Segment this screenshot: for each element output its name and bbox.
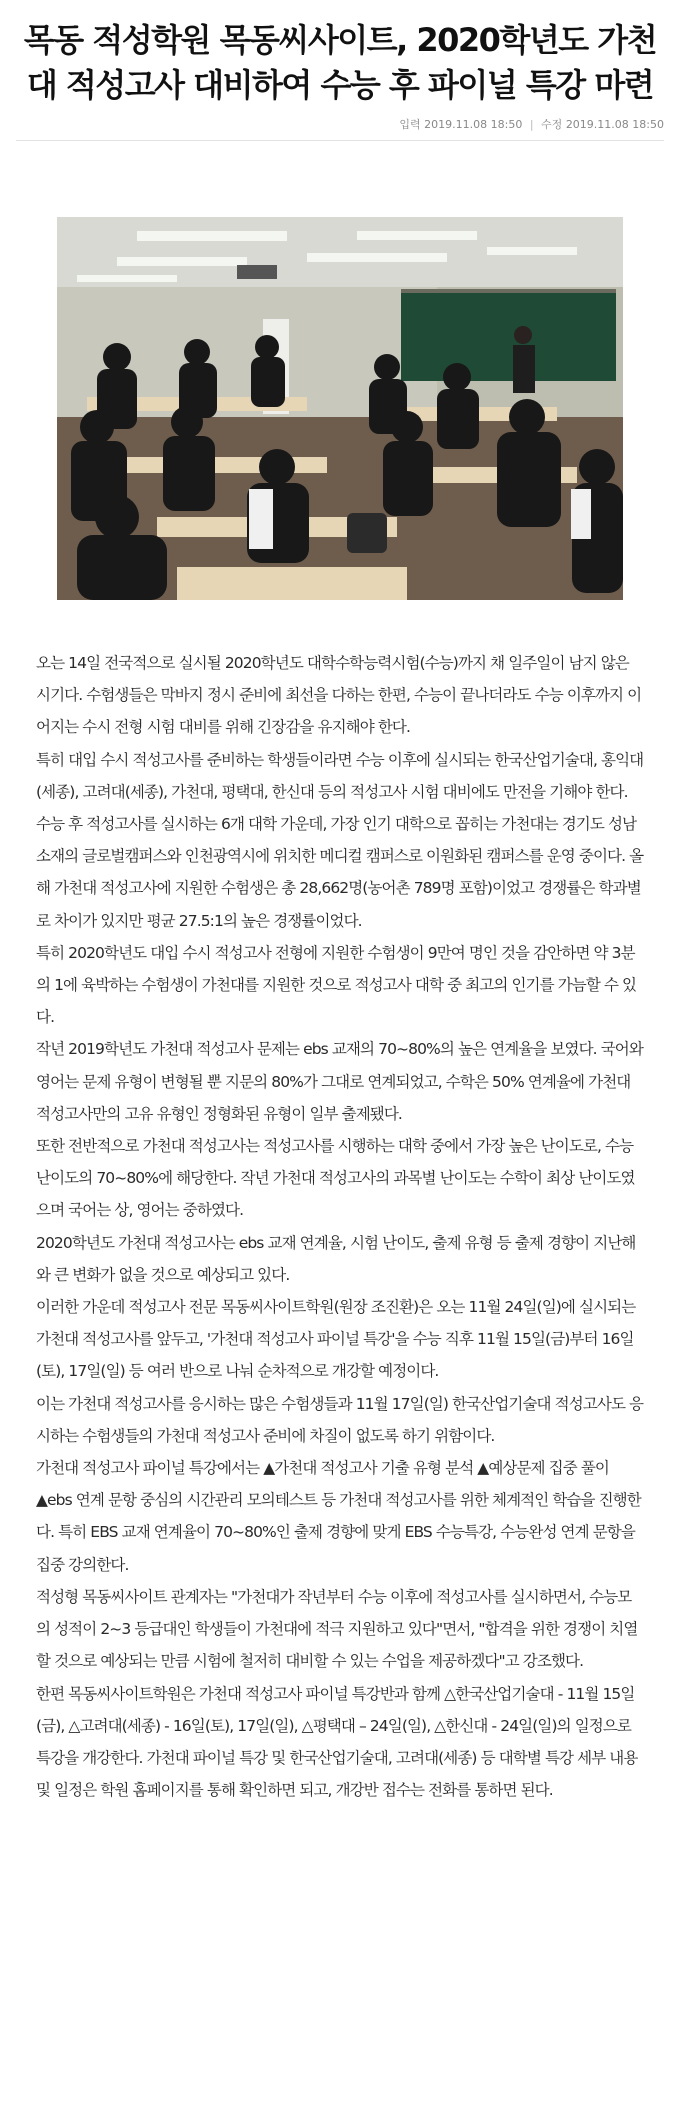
article-paragraph: 오는 14일 전국적으로 실시될 2020학년도 대학수학능력시험(수능)까지 채 일주일이 남지 않은 시기다. 수험생들은 막바지 정시 준비에 최선을 다하는 한편, 수능이 끝나더라도 수능 이후까지 이어지는 수시 전형 시험 대비를 위해 긴장감을 유지해야 한다. — [36, 654, 642, 737]
updated-label: 수정 — [541, 118, 563, 131]
article-meta — [16, 116, 664, 141]
article-paragraph: 특히 2020학년도 대입 수시 적성고사 전형에 지원한 수험생이 9만여 명인 것을 감안하면 약 3분의 1에 육박하는 수험생이 가천대를 지원한 것으로 적성고사 대학 중 최고의 인기를 가늠할 수 있다. — [36, 943, 637, 1027]
published-label: 입력 — [399, 118, 421, 131]
updated-date: 2019.11.08 18:50 — [565, 118, 664, 131]
article-body — [36, 647, 644, 1806]
article-photo — [57, 217, 623, 600]
article-paragraph: 2020학년도 가천대 적성고사는 ebs 교재 연계율, 시험 난이도, 출제 유형 등 출제 경향이 지난해와 큰 변화가 없을 것으로 예상되고 있다. — [36, 1233, 636, 1284]
published-date: 2019.11.08 18:50 — [424, 118, 523, 131]
meta-separator: | — [529, 118, 534, 131]
article-headline: 목동 적성학원 목동씨사이트, 2020학년도 가천대 적성고사 대비하여 수능 후 파이널 특강 마련 — [23, 21, 657, 104]
article-paragraph: 가천대 적성고사 파이널 특강에서는 ▲가천대 적성고사 기출 유형 분석 ▲예상문제 집중 풀이 ▲ebs 연계 문항 중심의 시간관리 모의테스트 등 가천대 적성고사를 위한 체계적인 학습을 진행한다. 특히 EBS 교재 연계율이 70~80%인 출제 경향에 맞게 EBS 수능특강, 수능완성 연계 문항을 집중 강의한다. — [36, 1459, 641, 1574]
article-paragraph: 이러한 가운데 적성고사 전문 목동씨사이트학원(원장 조진환)은 오는 11월 24일(일)에 실시되는 가천대 적성고사를 앞두고, '가천대 적성고사 파이널 특강'을 수능 직후 11월 15일(금)부터 16일(토), 17일(일) 등 여러 반으로 나눠 순차적으로 개강할 예정이다. — [36, 1298, 636, 1381]
article-paragraph: 특히 대입 수시 적성고사를 준비하는 학생들이라면 수능 이후에 실시되는 한국산업기술대, 홍익대(세종), 고려대(세종), 가천대, 평택대, 한신대 등의 적성고사 시험 대비에도 만전을 기해야 한다. — [36, 750, 644, 801]
article-paragraph: 이는 가천대 적성고사를 응시하는 많은 수험생들과 11월 17일(일) 한국산업기술대 적성고사도 응시하는 수험생들의 가천대 적성고사 준비에 차질이 없도록 하기 위함이다. — [36, 1394, 644, 1445]
article-paragraph: 수능 후 적성고사를 실시하는 6개 대학 가운데, 가장 인기 대학으로 꼽히는 가천대는 경기도 성남 소재의 글로벌캠퍼스와 인천광역시에 위치한 메디컬 캠퍼스로 이원화된 캠퍼스를 운영 중이다. 올해 가천대 적성고사에 지원한 수험생은 총 28,662명(농어촌 789명 포함)이었고 경쟁률은 학과별로 차이가 있지만 평균 27.5:1의 높은 경쟁률이었다. — [36, 815, 644, 930]
article-paragraph: 또한 전반적으로 가천대 적성고사는 적성고사를 시행하는 대학 중에서 가장 높은 난이도로, 수능 난이도의 70~80%에 해당한다. 작년 가천대 적성고사의 과목별 난이도는 수학이 최상 난이도였으며 국어는 상, 영어는 중하였다. — [36, 1137, 635, 1220]
article-paragraph: 적성형 목동씨사이트 관계자는 "가천대가 작년부터 수능 이후에 적성고사를 실시하면서, 수능모의 성적이 2~3 등급대인 학생들이 가천대에 적극 지원하고 있다"면서, "합격을 위한 경쟁이 치열할 것으로 예상되는 만큼 시험에 철저히 대비할 수 있는 수업을 제공하겠다"고 강조했다. — [36, 1587, 638, 1671]
article-paragraph: 작년 2019학년도 가천대 적성고사 문제는 ebs 교재의 70~80%의 높은 연계율을 보였다. 국어와 영어는 문제 유형이 변형될 뿐 지문의 80%가 그대로 연계되었고, 수학은 50% 연계율에 가천대 적성고사만의 고유 유형인 정형화된 유형이 일부 출제됐다. — [36, 1040, 643, 1123]
article-paragraph: 한편 목동씨사이트학원은 가천대 적성고사 파이널 특강반과 함께 △한국산업기술대 - 11월 15일(금), △고려대(세종) - 16일(토), 17일(일), △평택대 – 24일(일), △한신대 - 24일(일)의 일정으로 특강을 개강한다. 가천대 파이널 특강 및 한국산업기술대, 고려대(세종) 등 대학별 특강 세부 내용 및 일정은 학원 홈페이지를 통해 확인하면 되고, 개강반 접수는 전화를 통하면 된다. — [36, 1684, 638, 1800]
